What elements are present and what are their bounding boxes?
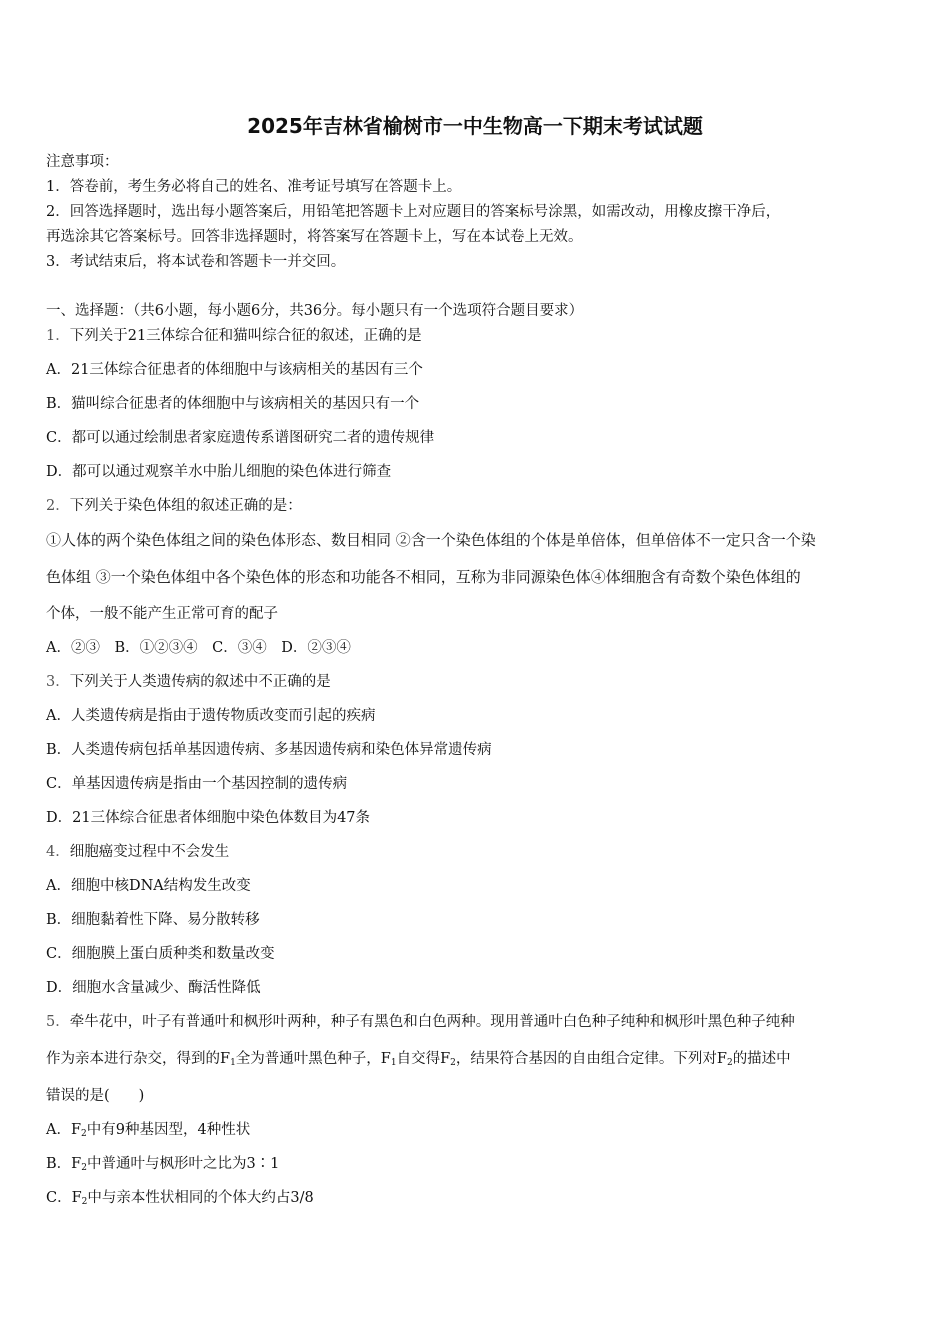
question-3-option-c: C．单基因遗传病是指由一个基因控制的遗传病	[46, 776, 348, 792]
notice-item-1: 1．答卷前，考生务必将自己的姓名、准考证号填写在答题卡上。	[46, 179, 462, 195]
question-2-number: 2．	[46, 498, 70, 514]
q5-opt-b-text: 中普通叶与枫形叶之比为3∶1	[86, 1156, 280, 1172]
question-4-option-d: D．细胞水含量减少、酶活性降低	[46, 980, 261, 996]
question-5-option-a	[46, 1120, 250, 1144]
q5-sub-f2-a: 2	[450, 1058, 456, 1068]
question-1-number: 1．	[46, 328, 70, 344]
question-4-text: 细胞癌变过程中不会发生	[69, 844, 230, 860]
q5-opt-c-sub: 2	[81, 1197, 88, 1207]
question-5-option-c	[46, 1188, 314, 1212]
question-1-text: 下列关于21三体综合征和猫叫综合征的叙述，正确的是	[69, 328, 422, 344]
q5-seg-e: 的描述中	[732, 1051, 791, 1067]
question-1-option-b: B．猫叫综合征患者的体细胞中与该病相关的基因只有一个	[46, 396, 420, 412]
question-5-line-3: 错误的是( )	[46, 1088, 145, 1104]
question-3-stem	[46, 672, 331, 692]
question-4-number: 4．	[46, 844, 70, 860]
question-1-option-a: A．21三体综合征患者的体细胞中与该病相关的基因有三个	[46, 362, 423, 378]
notice-item-2-cont: 再选涂其它答案标号。回答非选择题时，将答案写在答题卡上，写在本试卷上无效。	[46, 229, 583, 245]
q5-opt-c-prefix: C．F	[46, 1190, 82, 1206]
question-2-line-1: ①人体的两个染色体组之间的染色体形态、数目相同 ②含一个染色体组的个体是单倍体，但单倍体不一定只含一个染	[46, 531, 816, 549]
question-1-option-c: C．都可以通过绘制患者家庭遗传系谱图研究二者的遗传规律	[46, 430, 435, 446]
question-3-option-d: D．21三体综合征患者体细胞中染色体数目为47条	[46, 810, 371, 826]
question-5-line-1	[46, 1012, 795, 1032]
q5-opt-a-sub: 2	[81, 1129, 87, 1139]
question-1-stem	[46, 326, 422, 346]
question-2-line-2: 色体组 ③一个染色体组中各个染色体的形态和功能各不相同，互称为非同源染色体④体细胞含有奇数个染色体组的	[46, 568, 801, 586]
question-4-option-b: B．细胞黏着性下降、易分散转移	[46, 912, 260, 928]
q5-seg-b: 全为普通叶黑色种子，F	[235, 1051, 391, 1067]
q5-opt-b-prefix: B．F	[46, 1156, 82, 1172]
notice-item-2: 2．回答选择题时，选出每小题答案后，用铅笔把答题卡上对应题目的答案标号涂黑，如需改动，用橡皮擦干净后，	[46, 204, 781, 220]
q5-opt-c-text: 中与亲本性状相同的个体大约占3/8	[87, 1190, 314, 1206]
question-5-line-2	[46, 1049, 791, 1073]
question-4-stem	[46, 842, 229, 862]
section-heading: 一、选择题：（共6小题，每小题6分，共36分。每小题只有一个选项符合题目要求）	[46, 303, 584, 319]
q5-sub-f1-b: 1	[390, 1058, 397, 1068]
notice-item-3: 3．考试结束后，将本试卷和答题卡一并交回。	[46, 254, 346, 270]
question-3-option-a: A．人类遗传病是指由于遗传物质改变而引起的疾病	[46, 708, 376, 724]
question-1-option-d: D．都可以通过观察羊水中胎儿细胞的染色体进行筛查	[46, 464, 392, 480]
question-3-option-b: B．人类遗传病包括单基因遗传病、多基因遗传病和染色体异常遗传病	[46, 742, 492, 758]
question-5-option-b	[46, 1154, 279, 1178]
question-5-text-1: 牵牛花中，叶子有普通叶和枫形叶两种，种子有黑色和白色两种。现用普通叶白色种子纯种和枫形叶黑色种子纯种	[69, 1014, 795, 1030]
question-2-stem	[46, 496, 302, 516]
question-2-line-3: 个体，一般不能产生正常可育的配子	[46, 606, 278, 622]
question-3-text: 下列关于人类遗传病的叙述中不正确的是	[69, 674, 331, 690]
q5-seg-d: ，结果符合基因的自由组合定律。下列对F	[455, 1051, 727, 1067]
question-2-options: A．②③ B．①②③④ C．③④ D．②③④	[46, 640, 351, 656]
q5-seg-c: 自交得F	[396, 1051, 451, 1067]
question-4-option-c: C．细胞膜上蛋白质种类和数量改变	[46, 946, 275, 962]
question-3-number: 3．	[46, 674, 70, 690]
page-title: 2025年吉林省榆树市一中生物高一下期末考试试题	[247, 114, 703, 138]
q5-sub-f1-a: 1	[230, 1058, 236, 1068]
q5-sub-f2-b: 2	[726, 1058, 733, 1068]
question-2-text: 下列关于染色体组的叙述正确的是：	[69, 498, 302, 514]
q5-opt-a-text: 中有9种基因型，4种性状	[86, 1122, 251, 1138]
q5-seg-a: 作为亲本进行杂交，得到的F	[46, 1051, 231, 1067]
question-5-number: 5．	[46, 1014, 70, 1030]
q5-opt-b-sub: 2	[81, 1163, 87, 1173]
q5-opt-a-prefix: A．F	[46, 1122, 82, 1138]
question-4-option-a: A．细胞中核DNA结构发生改变	[46, 878, 251, 894]
notice-heading: 注意事项：	[46, 154, 119, 170]
